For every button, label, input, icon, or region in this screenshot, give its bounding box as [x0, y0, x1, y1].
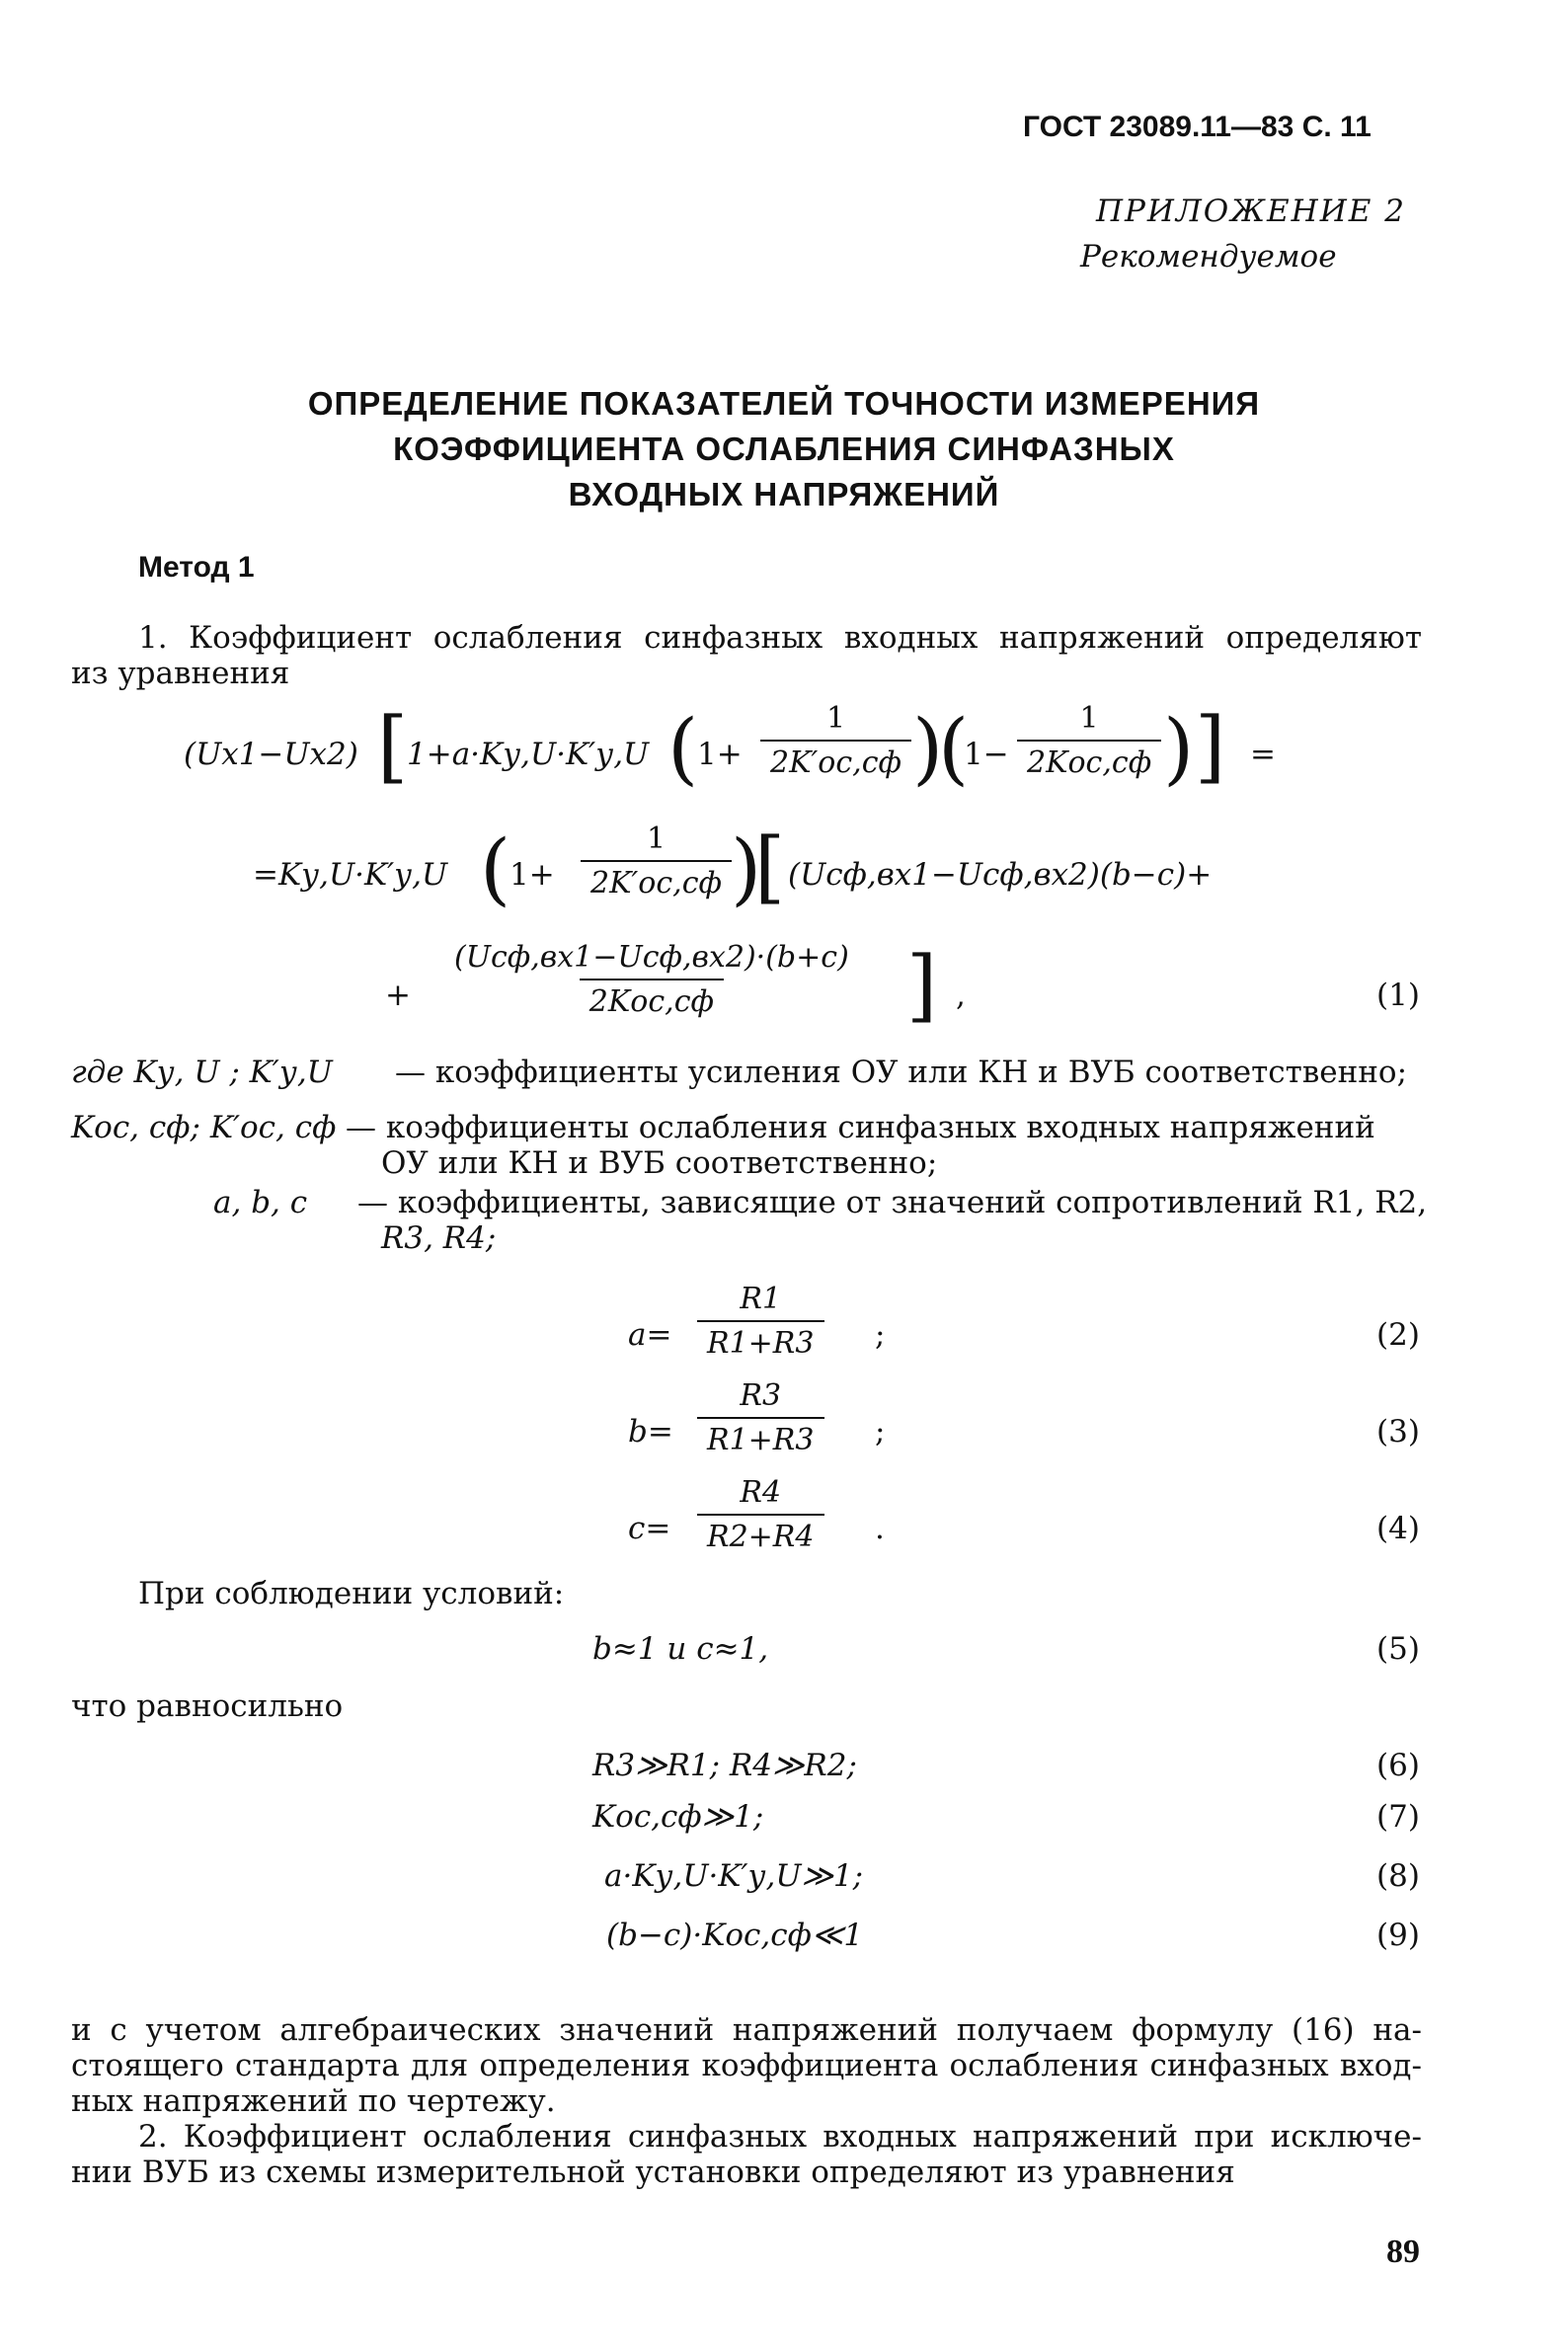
eq1-frac3-num: 1: [646, 822, 666, 856]
para2-line2: стоящего стандарта для определения коэффициента ослабления синфазных вход-: [71, 2048, 1422, 2083]
def3-symbols: a, b, c: [213, 1185, 308, 1220]
eq8-number: (8): [1376, 1858, 1420, 1894]
method-heading: Метод 1: [138, 551, 255, 584]
eq1-one-minus: 1−: [964, 737, 1009, 772]
eq1-frac2-den: 2Kос,сф: [1017, 740, 1161, 780]
eq3-den: R1+R3: [697, 1417, 824, 1457]
eq1-equals: =: [1250, 737, 1276, 772]
eq4-den: R2+R4: [697, 1514, 824, 1554]
eq1-left-bracket-2: [: [754, 821, 786, 912]
eq1-frac4-den: 2Kос,сф: [580, 979, 724, 1019]
eq2-fraction: [697, 1282, 824, 1361]
para2-line3: ных напряжений по чертежу.: [71, 2083, 556, 2119]
para3-line2: нии ВУБ из схемы измерительной установки определяют из уравнения: [71, 2155, 1235, 2190]
eq9-text: (b−c)·Kос,сф≪1: [606, 1918, 864, 1953]
eq1-paren3-close: ): [731, 823, 762, 914]
eq1-frac1-num: 1: [825, 701, 846, 736]
title-line-3: ВХОДНЫХ НАПРЯЖЕНИЙ: [568, 476, 1000, 512]
def1-text: — коэффициенты усиления ОУ или КН и ВУБ соответственно;: [395, 1055, 1408, 1090]
eq1-right-bracket: ]: [1195, 700, 1226, 792]
eq1-one-plus: 1+: [697, 737, 743, 772]
eq1-frac4-num: (Uсф,вх1−Uсф,вх2)·(b+c): [454, 940, 849, 975]
def1-symbols: где Kу, U ; K′у,U: [71, 1055, 333, 1090]
eq4-num: R4: [740, 1475, 782, 1510]
eq2-number: (2): [1376, 1317, 1420, 1353]
appendix-label: ПРИЛОЖЕНИЕ 2: [1096, 194, 1406, 229]
eq1-right-bracket-2: ]: [906, 939, 938, 1031]
eq6-text: R3≫R1; R4≫R2;: [592, 1748, 857, 1783]
para2-line1: и с учетом алгебраических значений напряжений получаем формулу (16) на-: [71, 2012, 1422, 2048]
conditions-intro: При соблюдении условий:: [138, 1576, 565, 1611]
eq7-number: (7): [1376, 1799, 1420, 1835]
eq3-tail: ;: [875, 1414, 886, 1450]
eq2-den: R1+R3: [697, 1320, 824, 1361]
eq4-tail: .: [875, 1511, 885, 1546]
eq1-frac1-den: 2K′ос,сф: [760, 740, 911, 780]
def2-text-2: ОУ или КН и ВУБ соответственно;: [381, 1145, 938, 1181]
eq7-text: Kос,сф≫1;: [592, 1799, 764, 1835]
eq5-text: b≈1 и c≈1,: [592, 1631, 769, 1667]
eq1-fraction-4: [444, 940, 859, 1019]
eq1-fraction-2: [1017, 701, 1161, 780]
recommended-label: Рекомендуемое: [1080, 239, 1337, 274]
def2-text: — коэффициенты ослабления синфазных входных напряжений: [346, 1110, 1375, 1145]
page-number: 89: [1386, 2234, 1420, 2270]
eq2-lhs: a=: [628, 1317, 672, 1353]
eq4-lhs: c=: [628, 1511, 671, 1546]
para3-line1: 2. Коэффициент ослабления синфазных входных напряжений при исключе-: [138, 2119, 1422, 2155]
standard-header: ГОСТ 23089.11—83 С. 11: [1023, 111, 1372, 143]
title-line-2: КОЭФФИЦИЕНТА ОСЛАБЛЕНИЯ СИНФАЗНЫХ: [393, 431, 1175, 467]
eq1-frac3-den: 2K′ос,сф: [581, 860, 732, 901]
eq1-tail: ,: [956, 978, 966, 1013]
eq1-fraction-3: [581, 822, 732, 901]
eq4-number: (4): [1376, 1511, 1420, 1546]
para1-line1: 1. Коэффициент ослабления синфазных входных напряжений определяют: [138, 620, 1422, 656]
eq2-tail: ;: [875, 1317, 886, 1353]
eq3-number: (3): [1376, 1414, 1420, 1450]
title-line-1: ОПРЕДЕЛЕНИЕ ПОКАЗАТЕЛЕЙ ТОЧНОСТИ ИЗМЕРЕНИЯ: [307, 385, 1261, 422]
eq2-num: R1: [740, 1282, 782, 1316]
eq3-lhs: b=: [628, 1414, 673, 1450]
eq1-lhs: (Uх1−Uх2): [184, 737, 358, 772]
eq9-number: (9): [1376, 1918, 1420, 1953]
eq5-number: (5): [1376, 1631, 1420, 1667]
eq1-diff-term: (Uсф,вх1−Uсф,вх2)(b−c)+: [788, 857, 1213, 893]
eq1-paren-close: ): [912, 702, 944, 794]
eq1-paren3-open: (: [480, 823, 511, 914]
eq1-paren2-open: (: [938, 702, 970, 794]
eq1-frac2-num: 1: [1079, 701, 1099, 736]
equivalent-text: что равносильно: [71, 1688, 344, 1724]
eq4-fraction: [697, 1475, 824, 1554]
eq1-fraction-1: [760, 701, 911, 780]
eq1-rhs-start: =Kу,U·K′у,U: [253, 857, 448, 893]
eq1-bracket-content: 1+a·Kу,U·K′у,U: [407, 737, 650, 772]
def2-symbols: Kос, сф; K′ос, сф: [71, 1110, 337, 1145]
eq8-text: a·Kу,U·K′у,U≫1;: [604, 1858, 864, 1894]
eq1-paren2-close: ): [1163, 702, 1195, 794]
eq1-number: (1): [1376, 978, 1420, 1013]
def3-text-2: R3, R4;: [381, 1220, 497, 1256]
eq6-number: (6): [1376, 1748, 1420, 1783]
eq1-left-bracket: [: [377, 700, 409, 792]
eq1-plus: +: [385, 978, 411, 1013]
eq1-paren-open: (: [667, 702, 699, 794]
eq3-fraction: [697, 1378, 824, 1457]
eq3-num: R3: [740, 1378, 782, 1413]
def3-text: — коэффициенты, зависящие от значений сопротивлений R1, R2,: [357, 1185, 1428, 1220]
eq1-one-plus-2: 1+: [510, 857, 555, 893]
para1-line2: из уравнения: [71, 656, 290, 691]
